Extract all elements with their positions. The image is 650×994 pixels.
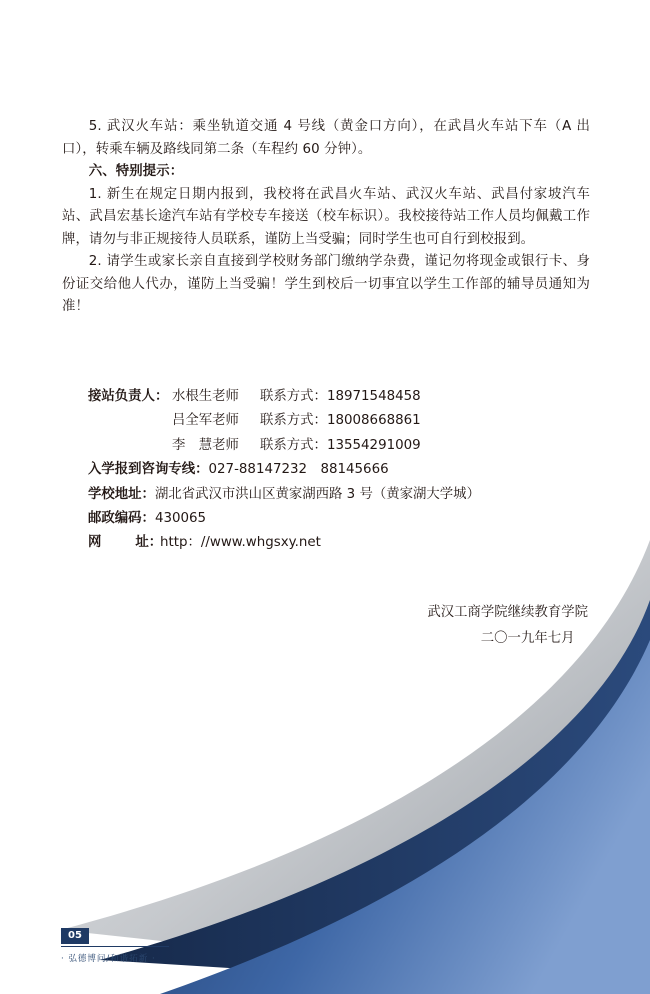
section-heading-special-tips: 六、特别提示： [88,164,184,179]
phone-number: 18971548458 [326,389,421,404]
paragraph-tip-2: 2. 请学生或家长亲自直接到学校财务部门缴纳学杂费，谨记勿将现金或银行卡、身份证交给他人代办，谨防上当受骗！学生到校后一切事宜以学生工作部的辅导员通知为准！ [62,254,590,314]
page-number-badge: 05 [61,928,89,944]
postcode-label: 邮政编码： [88,510,155,526]
paragraph-wuhan-station: 5. 武汉火车站：乘坐轨道交通 4 号线（黄金口方向），在武昌火车站下车（A 出口），转乘车辆及路线同第二条（车程约 60 分钟）。 [62,119,590,157]
hotline-row [88,458,480,482]
hotline-numbers: 027-88147232 88145666 [208,462,389,478]
address-label: 学校地址： [88,486,155,502]
address-value: 湖北省武汉市洪山区黄家湖西路 3 号（黄家湖大学城） [154,486,480,502]
website-row [88,531,480,555]
contact-row-1 [88,385,480,409]
paragraph-tip-1: 1. 新生在规定日期内报到，我校将在武昌火车站、武汉火车站、武昌付家坡汽车站、武昌宏基长途汽车站有学校专车接送（校车标识）。我校接待站工作人员均佩戴工作牌，请勿与非正规接待人员联系，谨防上当受骗；同时学生也可自行到校报到。 [62,186,590,247]
website-label: 网 址： [88,535,163,551]
contact-row-2 [88,409,480,433]
notice-body [62,116,590,319]
signature-organization: 武汉工商学院继续教育学院 [427,605,588,620]
phone-number: 18008668861 [326,413,421,429]
footer-slogan: · 弘德博问/和谐拓新 · [61,954,156,964]
phone-label: 联系方式： [260,437,327,453]
contact-row-3 [88,434,480,458]
signature-date: 二〇一九年七月 [480,631,575,646]
hotline-label: 入学报到咨询专线： [88,462,209,478]
website-link[interactable]: http：//www.whgsxy.net [160,535,321,551]
phone-label: 联系方式： [260,389,327,404]
postcode-value: 430065 [154,510,207,526]
contact-name: 水根生老师 [172,389,239,404]
phone-number: 13554291009 [326,437,421,453]
footer-divider [61,946,169,947]
contact-info [88,385,480,556]
address-row [88,483,480,507]
postcode-row [88,507,480,531]
contact-name: 李 慧老师 [172,437,239,453]
station-contact-label: 接站负责人： [88,389,169,404]
contact-name: 吕全军老师 [172,413,239,429]
phone-label: 联系方式： [260,413,327,429]
signature-block [427,600,588,652]
